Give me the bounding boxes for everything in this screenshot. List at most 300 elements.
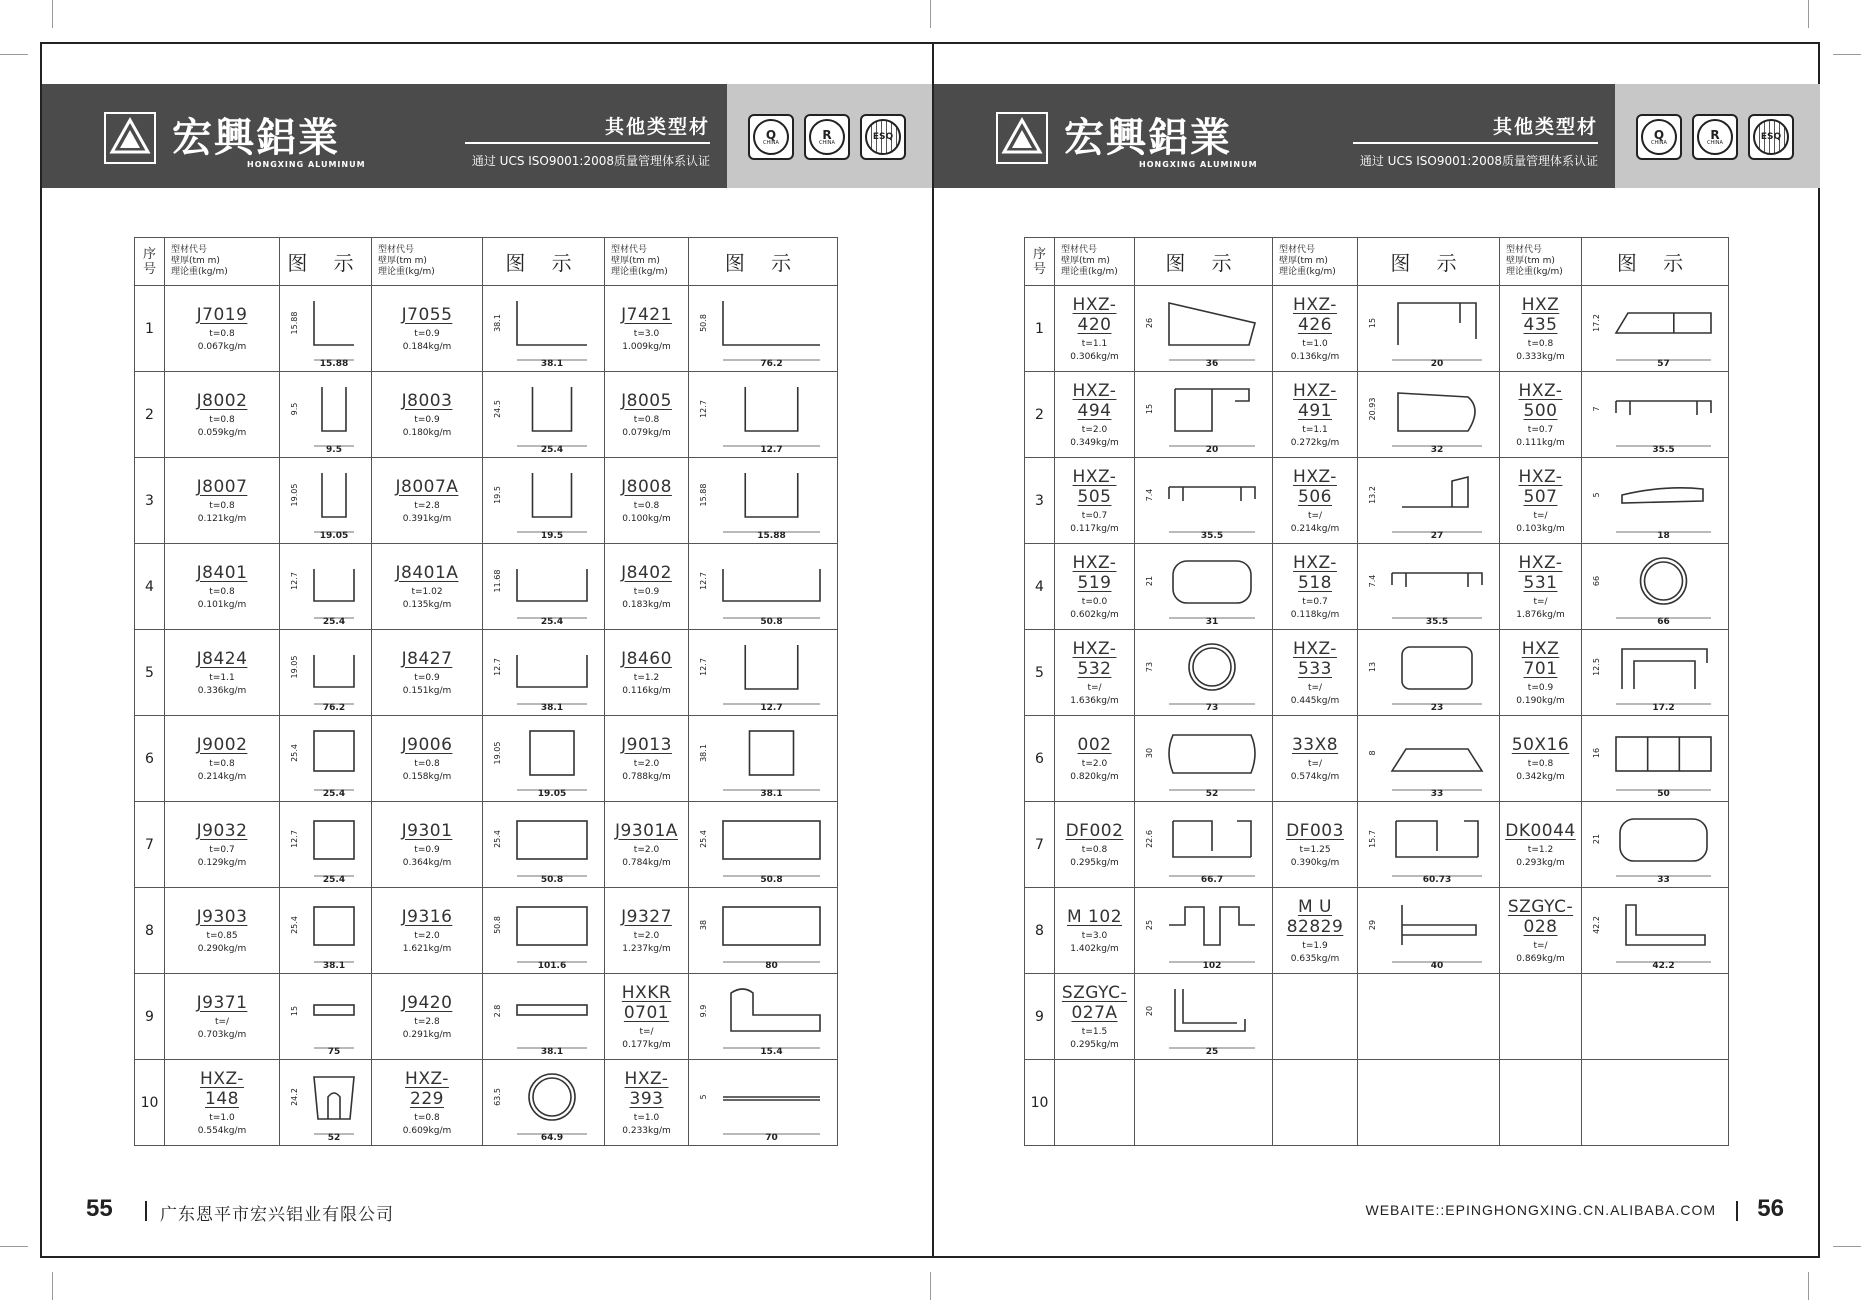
profile-drawing xyxy=(284,461,368,541)
profile-figure-cell xyxy=(1358,544,1500,630)
profile-code: 33X8 xyxy=(1291,734,1339,755)
width-dimension: 66.7 xyxy=(1200,874,1223,885)
profile-figure-cell xyxy=(1582,974,1729,1060)
profile-drawing xyxy=(693,1063,834,1143)
wall-thickness: t=1.0 xyxy=(1302,338,1328,349)
profile-figure-cell xyxy=(1582,1060,1729,1146)
brand-name: 宏興鋁業 xyxy=(1064,114,1232,161)
profile-code-cell xyxy=(1273,888,1358,974)
profile-figure-cell xyxy=(280,888,372,974)
profile-code-cell xyxy=(1273,544,1358,630)
section-title: 其他类型材 xyxy=(604,116,710,138)
profile-code: HXZ 435 xyxy=(1521,294,1560,335)
cert-badges xyxy=(1636,114,1794,160)
profile-code: HXZ- 533 xyxy=(1293,638,1337,679)
profile-code: HXZ- 531 xyxy=(1518,552,1563,593)
profile-drawing xyxy=(1139,719,1269,799)
height-dimension: 22.6 xyxy=(1144,829,1154,848)
profile-figure-cell xyxy=(1358,1060,1500,1146)
wall-thickness: t=0.85 xyxy=(206,930,238,941)
theoretical-weight: 1.402kg/m xyxy=(1070,943,1119,954)
table-row xyxy=(1025,544,1729,630)
footer-divider xyxy=(145,1201,147,1221)
profile-drawing xyxy=(1139,891,1269,971)
profile-code: HXZ- 229 xyxy=(405,1068,449,1109)
profile-drawing xyxy=(1362,547,1496,627)
profile-code-cell xyxy=(605,458,689,544)
width-dimension: 38.1 xyxy=(540,358,563,369)
profile-code-cell xyxy=(1273,372,1358,458)
profile-drawing xyxy=(693,805,834,885)
profile-code: J9013 xyxy=(621,734,672,755)
col-header-figure: 图 示 xyxy=(280,238,372,286)
table-row xyxy=(135,802,838,888)
profile-code-cell xyxy=(1273,802,1358,888)
theoretical-weight: 0.100kg/m xyxy=(622,513,671,524)
height-dimension: 66 xyxy=(1591,575,1601,586)
table-row xyxy=(1025,802,1729,888)
profile-code-cell xyxy=(1055,888,1135,974)
profile-code-cell xyxy=(605,630,689,716)
theoretical-weight: 0.290kg/m xyxy=(197,943,247,954)
width-dimension: 75 xyxy=(327,1046,340,1057)
theoretical-weight: 0.291kg/m xyxy=(402,1029,452,1040)
width-dimension: 20 xyxy=(1205,444,1218,455)
globe-cert-icon: ESQ xyxy=(1748,114,1794,160)
profile-figure-cell xyxy=(483,888,605,974)
wall-thickness: t=/ xyxy=(214,1016,230,1027)
profile-code: J7421 xyxy=(621,304,672,325)
profile-code-cell xyxy=(165,458,280,544)
width-dimension: 12.7 xyxy=(759,702,783,713)
row-number: 5 xyxy=(135,630,165,716)
crop-mark xyxy=(52,1272,53,1300)
row-number: 8 xyxy=(135,888,165,974)
profile-code: J9006 xyxy=(401,734,453,755)
wall-thickness: t=/ xyxy=(1533,510,1548,521)
theoretical-weight: 0.067kg/m xyxy=(197,341,247,352)
width-dimension: 23 xyxy=(1430,702,1443,713)
profile-code-cell xyxy=(372,888,483,974)
profile-code: J9303 xyxy=(196,906,248,927)
width-dimension: 73 xyxy=(1205,702,1218,713)
width-dimension: 25.4 xyxy=(322,616,345,627)
col-header-code: 型材代号 壁厚(tm m) 理论重(kg/m) xyxy=(372,238,483,286)
height-dimension: 5 xyxy=(698,1093,708,1100)
profile-code-cell xyxy=(1055,802,1135,888)
theoretical-weight: 0.349kg/m xyxy=(1070,437,1119,448)
theoretical-weight: 0.784kg/m xyxy=(622,857,671,868)
profile-figure-cell xyxy=(1582,372,1729,458)
profile-code: J9327 xyxy=(621,906,672,927)
profile-figure-cell xyxy=(280,630,372,716)
certification-text: 通过 UCS ISO9001:2008质量管理体系认证 xyxy=(1359,154,1598,168)
theoretical-weight: 0.390kg/m xyxy=(1290,857,1340,868)
height-dimension: 25.4 xyxy=(698,829,708,848)
brand-name-en: HONGXING ALUMINUM xyxy=(247,160,366,169)
profile-figure-cell xyxy=(280,716,372,802)
profile-code: HXZ- 420 xyxy=(1072,294,1117,335)
col-header-code: 型材代号 壁厚(tm m) 理论重(kg/m) xyxy=(165,238,280,286)
cert-q-badge-icon: Q CHINA xyxy=(748,114,794,160)
width-dimension: 25.4 xyxy=(540,444,563,455)
theoretical-weight: 1.876kg/m xyxy=(1516,609,1565,620)
width-dimension: 25.4 xyxy=(540,616,563,627)
col-header-figure: 图 示 xyxy=(1582,238,1729,286)
profile-code-cell xyxy=(372,716,483,802)
table-row xyxy=(1025,630,1729,716)
profile-drawing xyxy=(284,719,368,799)
profile-code: HXZ- 491 xyxy=(1293,380,1337,421)
row-number: 9 xyxy=(1025,974,1055,1060)
profile-code-cell xyxy=(1500,1060,1582,1146)
profile-code-cell xyxy=(1055,630,1135,716)
width-dimension: 35.5 xyxy=(1425,616,1448,627)
profile-code-cell xyxy=(1500,888,1582,974)
right-page xyxy=(934,44,1820,1256)
col-header-figure: 图 示 xyxy=(483,238,605,286)
height-dimension: 50.8 xyxy=(698,313,708,332)
theoretical-weight: 0.059kg/m xyxy=(197,427,247,438)
table-row xyxy=(1025,372,1729,458)
theoretical-weight: 1.009kg/m xyxy=(622,341,671,352)
profile-figure-cell xyxy=(1582,286,1729,372)
theoretical-weight: 0.869kg/m xyxy=(1516,953,1565,964)
theoretical-weight: 0.101kg/m xyxy=(197,599,247,610)
theoretical-weight: 0.129kg/m xyxy=(197,857,247,868)
theoretical-weight: 0.295kg/m xyxy=(1070,857,1119,868)
profile-figure-cell xyxy=(1358,974,1500,1060)
theoretical-weight: 0.333kg/m xyxy=(1516,351,1565,362)
profile-code-cell xyxy=(1500,802,1582,888)
wall-thickness: t=/ xyxy=(1533,596,1548,607)
wall-thickness: t=0.7 xyxy=(1081,510,1108,521)
crop-mark xyxy=(52,0,53,28)
width-dimension: 25 xyxy=(1205,1046,1218,1057)
wall-thickness: t=0.9 xyxy=(414,328,440,339)
height-dimension: 63.5 xyxy=(492,1087,502,1106)
height-dimension: 8 xyxy=(1367,749,1377,756)
height-dimension: 19.05 xyxy=(289,655,299,678)
width-dimension: 50.8 xyxy=(540,874,563,885)
profile-drawing xyxy=(1362,891,1496,971)
profile-code: DK0044 xyxy=(1505,820,1576,841)
width-dimension: 33 xyxy=(1656,874,1670,885)
col-header-figure: 图 示 xyxy=(689,238,838,286)
wall-thickness: t=0.9 xyxy=(633,586,660,597)
table-row xyxy=(135,544,838,630)
profile-code: HXZ 701 xyxy=(1521,638,1560,679)
height-dimension: 12.7 xyxy=(698,399,708,418)
height-dimension: 7.4 xyxy=(1367,574,1377,587)
wall-thickness: t=0.0 xyxy=(1081,596,1108,607)
profile-drawing xyxy=(284,547,368,627)
profile-table xyxy=(134,237,838,1146)
profile-code: HXZ- 505 xyxy=(1072,466,1117,507)
wall-thickness: t=/ xyxy=(1087,682,1102,693)
profile-drawing xyxy=(693,719,834,799)
profile-code-cell xyxy=(1273,716,1358,802)
width-dimension: 64.9 xyxy=(540,1132,563,1143)
row-number: 3 xyxy=(1025,458,1055,544)
theoretical-weight: 0.136kg/m xyxy=(1290,351,1340,362)
wall-thickness: t=/ xyxy=(1307,510,1323,521)
profile-figure-cell xyxy=(1358,888,1500,974)
profile-drawing xyxy=(1362,633,1496,713)
profile-figure-cell xyxy=(689,458,838,544)
table-row xyxy=(135,716,838,802)
profile-code: HXZ- 494 xyxy=(1072,380,1117,421)
profile-code-cell xyxy=(605,974,689,1060)
height-dimension: 2.8 xyxy=(492,1004,502,1017)
profile-code-cell xyxy=(372,630,483,716)
width-dimension: 52 xyxy=(1205,788,1218,799)
profile-code-cell xyxy=(1500,458,1582,544)
crop-mark xyxy=(0,1246,28,1247)
profile-code: SZGYC- 028 xyxy=(1507,896,1574,937)
width-dimension: 38.1 xyxy=(759,788,783,799)
profile-figure-cell xyxy=(1582,630,1729,716)
height-dimension: 42.2 xyxy=(1591,915,1601,934)
profile-drawing xyxy=(1362,289,1496,369)
width-dimension: 76.2 xyxy=(759,358,783,369)
profile-drawing xyxy=(1586,461,1725,541)
theoretical-weight: 0.184kg/m xyxy=(402,341,452,352)
profile-drawing xyxy=(284,1063,368,1143)
profile-code: J8003 xyxy=(401,390,453,411)
profile-figure-cell xyxy=(483,372,605,458)
width-dimension: 42.2 xyxy=(1651,960,1675,971)
wall-thickness: t=0.8 xyxy=(209,414,235,425)
profile-code: J8002 xyxy=(196,390,248,411)
theoretical-weight: 0.180kg/m xyxy=(402,427,452,438)
col-header-code: 型材代号 壁厚(tm m) 理论重(kg/m) xyxy=(1055,238,1135,286)
theoretical-weight: 0.306kg/m xyxy=(1070,351,1119,362)
table-row xyxy=(1025,1060,1729,1146)
profile-drawing xyxy=(487,719,601,799)
profile-figure-cell xyxy=(280,544,372,630)
theoretical-weight: 0.295kg/m xyxy=(1070,1039,1119,1050)
wall-thickness: t=1.2 xyxy=(633,672,660,683)
height-dimension: 25.4 xyxy=(289,743,299,762)
profile-code-cell xyxy=(1500,974,1582,1060)
theoretical-weight: 0.609kg/m xyxy=(402,1125,452,1136)
profile-code-cell xyxy=(1500,286,1582,372)
wall-thickness: t=0.7 xyxy=(1302,596,1328,607)
width-dimension: 31 xyxy=(1205,616,1218,627)
profile-drawing xyxy=(693,461,834,541)
profile-figure-cell xyxy=(1135,458,1273,544)
theoretical-weight: 0.336kg/m xyxy=(197,685,247,696)
profile-figure-cell xyxy=(1358,802,1500,888)
wall-thickness: t=2.8 xyxy=(414,1016,440,1027)
wall-thickness: t=1.1 xyxy=(209,672,235,683)
profile-code-cell xyxy=(1273,974,1358,1060)
width-dimension: 60.73 xyxy=(1422,874,1451,885)
wall-thickness: t=2.0 xyxy=(414,930,440,941)
profile-code-cell xyxy=(605,888,689,974)
cert-q-badge-icon: Q CHINA xyxy=(1636,114,1682,160)
profile-code-cell xyxy=(1500,544,1582,630)
theoretical-weight: 0.158kg/m xyxy=(402,771,452,782)
profile-code: SZGYC- 027A xyxy=(1061,982,1128,1023)
page-header xyxy=(42,84,932,188)
wall-thickness: t=0.8 xyxy=(209,500,235,511)
width-dimension: 102 xyxy=(1202,960,1221,971)
wall-thickness: t=1.1 xyxy=(1302,424,1328,435)
table-row xyxy=(135,888,838,974)
profile-drawing xyxy=(1586,633,1725,713)
wall-thickness: t=0.8 xyxy=(414,758,440,769)
wall-thickness: t=1.2 xyxy=(1527,844,1554,855)
profile-figure-cell xyxy=(483,716,605,802)
profile-drawing xyxy=(284,375,368,455)
profile-code-cell xyxy=(165,544,280,630)
profile-code: J8401 xyxy=(196,562,248,583)
footer-divider xyxy=(1736,1201,1738,1221)
width-dimension: 38.1 xyxy=(540,1046,563,1057)
profile-code: 002 xyxy=(1077,734,1112,755)
profile-code-cell xyxy=(165,716,280,802)
profile-code-cell xyxy=(1273,630,1358,716)
profile-drawing xyxy=(693,375,834,455)
profile-drawing xyxy=(693,633,834,713)
profile-figure-cell xyxy=(483,630,605,716)
profile-code-cell xyxy=(1055,544,1135,630)
width-dimension: 19.05 xyxy=(537,788,566,799)
profile-figure-cell xyxy=(483,286,605,372)
height-dimension: 9.5 xyxy=(289,402,299,415)
row-number: 10 xyxy=(135,1060,165,1146)
profile-drawing xyxy=(1139,547,1269,627)
height-dimension: 12.7 xyxy=(698,657,708,676)
wall-thickness: t=2.0 xyxy=(1081,758,1108,769)
width-dimension: 20 xyxy=(1430,358,1443,369)
height-dimension: 15.7 xyxy=(1367,829,1377,848)
profile-code-cell xyxy=(165,1060,280,1146)
table-row xyxy=(1025,458,1729,544)
width-dimension: 38.1 xyxy=(322,960,345,971)
theoretical-weight: 0.135kg/m xyxy=(402,599,452,610)
profile-drawing xyxy=(284,977,368,1057)
profile-drawing xyxy=(487,289,601,369)
crop-mark xyxy=(1833,54,1861,55)
theoretical-weight: 0.233kg/m xyxy=(622,1125,671,1136)
profile-figure-cell xyxy=(1135,630,1273,716)
theoretical-weight: 0.445kg/m xyxy=(1290,695,1340,706)
profile-code: J8008 xyxy=(621,476,672,497)
profile-figure-cell xyxy=(280,286,372,372)
col-header-code: 型材代号 壁厚(tm m) 理论重(kg/m) xyxy=(1500,238,1582,286)
width-dimension: 17.2 xyxy=(1651,702,1675,713)
profile-drawing xyxy=(487,891,601,971)
crop-mark xyxy=(1808,0,1809,28)
wall-thickness: t=0.9 xyxy=(1527,682,1554,693)
profile-drawing xyxy=(1139,633,1269,713)
height-dimension: 19.05 xyxy=(492,741,502,764)
wall-thickness: t=0.8 xyxy=(1081,844,1108,855)
profile-code: J9301 xyxy=(401,820,453,841)
width-dimension: 52 xyxy=(327,1132,340,1143)
height-dimension: 21 xyxy=(1591,833,1601,844)
profile-drawing xyxy=(693,547,834,627)
height-dimension: 12.7 xyxy=(698,571,708,590)
wall-thickness: t=1.5 xyxy=(1081,1026,1108,1037)
wall-thickness: t=/ xyxy=(639,1026,654,1037)
row-number: 1 xyxy=(1025,286,1055,372)
profile-figure-cell xyxy=(689,974,838,1060)
profile-figure-cell xyxy=(689,544,838,630)
crop-mark xyxy=(0,54,28,55)
profile-figure-cell xyxy=(1358,630,1500,716)
cert-r-badge-icon: R CHINA xyxy=(1692,114,1738,160)
profile-code-cell xyxy=(1273,1060,1358,1146)
profile-figure-cell xyxy=(483,458,605,544)
width-dimension: 9.5 xyxy=(325,444,342,455)
theoretical-weight: 0.103kg/m xyxy=(1516,523,1565,534)
height-dimension: 12.7 xyxy=(492,657,502,676)
wall-thickness: t=2.0 xyxy=(1081,424,1108,435)
profile-drawing xyxy=(487,977,601,1057)
wall-thickness: t=0.8 xyxy=(414,1112,440,1123)
profile-code-cell xyxy=(372,1060,483,1146)
profile-code-cell xyxy=(165,630,280,716)
profile-drawing xyxy=(1362,805,1496,885)
profile-figure-cell xyxy=(1135,372,1273,458)
cert-r-badge-icon: R CHINA xyxy=(804,114,850,160)
row-number: 10 xyxy=(1025,1060,1055,1146)
wall-thickness: t=0.9 xyxy=(414,672,440,683)
height-dimension: 15 xyxy=(1367,317,1377,328)
profile-drawing xyxy=(284,805,368,885)
height-dimension: 15 xyxy=(1144,403,1154,414)
row-number: 7 xyxy=(1025,802,1055,888)
profile-code-cell xyxy=(1055,716,1135,802)
profile-code: J8007A xyxy=(395,476,459,497)
profile-code: DF002 xyxy=(1065,820,1124,841)
profile-code: M 102 xyxy=(1066,906,1123,927)
height-dimension: 20.93 xyxy=(1367,397,1377,420)
profile-code-cell xyxy=(1055,372,1135,458)
profile-code: HXZ- 426 xyxy=(1293,294,1337,335)
width-dimension: 57 xyxy=(1656,358,1670,369)
profile-figure-cell xyxy=(689,716,838,802)
brand-logo-icon xyxy=(104,112,156,164)
profile-code: J8427 xyxy=(401,648,453,669)
profile-code: J8007 xyxy=(196,476,248,497)
profile-drawing xyxy=(1139,461,1269,541)
wall-thickness: t=3.0 xyxy=(1081,930,1108,941)
width-dimension: 80 xyxy=(764,960,778,971)
wall-thickness: t=1.1 xyxy=(1081,338,1108,349)
profile-figure-cell xyxy=(280,372,372,458)
theoretical-weight: 0.177kg/m xyxy=(622,1039,671,1050)
wall-thickness: t=0.8 xyxy=(633,500,660,511)
row-number: 3 xyxy=(135,458,165,544)
profile-code: HXZ- 148 xyxy=(200,1068,244,1109)
profile-code: HXZ- 507 xyxy=(1518,466,1563,507)
height-dimension: 16 xyxy=(1591,747,1601,758)
profile-table xyxy=(1024,237,1729,1146)
width-dimension: 15.88 xyxy=(319,358,348,369)
width-dimension: 101.6 xyxy=(537,960,566,971)
profile-drawing xyxy=(487,547,601,627)
wall-thickness: t=2.0 xyxy=(633,844,660,855)
wall-thickness: t=1.0 xyxy=(209,1112,235,1123)
page-number: 56 xyxy=(1757,1195,1784,1222)
width-dimension: 35.5 xyxy=(1651,444,1675,455)
wall-thickness: t=0.8 xyxy=(209,328,235,339)
